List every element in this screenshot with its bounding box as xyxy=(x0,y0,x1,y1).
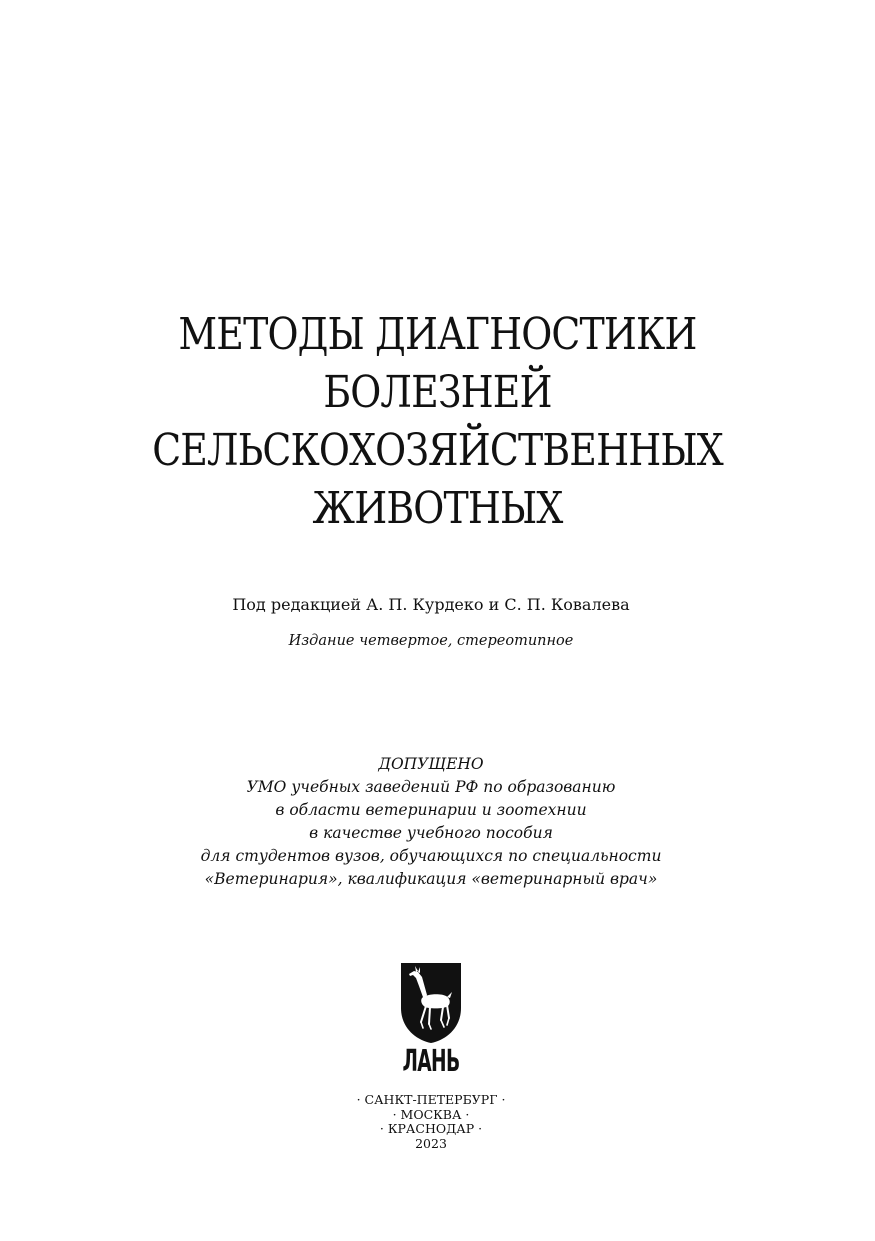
city-line: · КРАСНОДАР · xyxy=(379,1121,483,1136)
city-line: · МОСКВА · xyxy=(392,1106,470,1122)
publication-year: 2023 xyxy=(415,1135,447,1151)
approval-line: ДОПУЩЕНО xyxy=(378,755,484,773)
publisher-name: ЛАНЬ xyxy=(402,1044,460,1079)
approval-line: УМО учебных заведений РФ по образованию xyxy=(246,778,616,796)
approval-line: для студентов вузов, обучающихся по специальности xyxy=(200,847,662,865)
title-line: БОЛЕЗНЕЙ xyxy=(323,367,552,418)
editors-line: Под редакцией А. П. Курдеко и С. П. Ковалева xyxy=(232,595,630,614)
title-line: ЖИВОТНЫХ xyxy=(312,483,563,534)
approval-line: в качестве учебного пособия xyxy=(309,824,553,842)
approval-line: «Ветеринария», квалификация «ветеринарный врач» xyxy=(204,870,658,888)
book-title xyxy=(61,306,814,538)
deer-shield-icon xyxy=(400,962,462,1044)
approval-line: в области ветеринарии и зоотехнии xyxy=(275,801,587,819)
edition-line: Издание четвертое, стереотипное xyxy=(288,633,574,649)
publisher-cities xyxy=(0,1093,862,1151)
title-line: МЕТОДЫ ДИАГНОСТИКИ xyxy=(178,309,697,360)
city-line: · САНКТ-ПЕТЕРБУРГ · xyxy=(356,1092,506,1107)
approval-block xyxy=(0,753,862,891)
title-line: СЕЛЬСКОХОЗЯЙСТВЕННЫХ xyxy=(152,425,723,476)
